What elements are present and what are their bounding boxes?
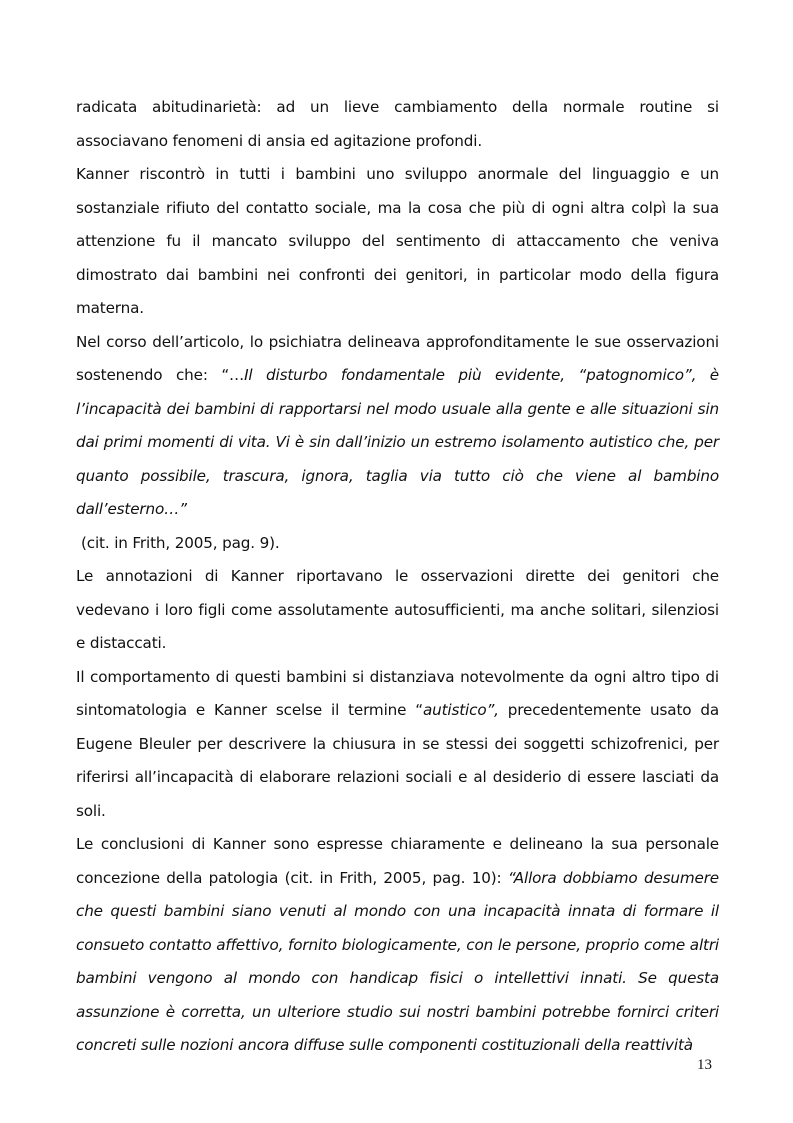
paragraph-6-part-2: precedentemente usato da Eugene Bleuler per descrivere la chiusura in se stessi dei soggetti schizofrenici, per riferirsi all’incapacità di elaborare relazioni sociali e al desiderio di essere lasciati da soli. <box>76 701 719 820</box>
paragraph-1: radicata abitudinarietà: ad un lieve cambiamento della normale routine si associavano fenomeni di ansia ed agitazione profondi. <box>76 98 719 150</box>
term-autistico: autistico”, <box>422 701 499 719</box>
paragraph-7 <box>76 828 719 1063</box>
paragraph-6-part-1: Il comportamento di questi bambini si distanziava notevolmente da ogni altro tipo di sintomatologia e Kanner scelse il termine “ <box>76 667 719 719</box>
paragraph-3 <box>76 326 719 527</box>
kanner-quote-2: “Allora dobbiamo desumere che questi bambini siano venuti al mondo con una incapacità innata di formare il consueto contatto affettivo, fornito biologicamente, con le persone, proprio come altri bambini vengono al mondo con handicap fisici o intellettivi innati. Se questa assunzione è corretta, un ulteriore studio sui nostri bambini potrebbe fornirci criteri concreti sulle nozioni ancora diffuse sulle componenti costituzionali della reattività <box>76 868 719 1054</box>
page-number: 13 <box>697 1057 712 1073</box>
document-body <box>76 91 719 1063</box>
citation-frith-2005-p9: (cit. in Frith, 2005, pag. 9). <box>81 533 280 552</box>
paragraph-6 <box>76 661 719 829</box>
paragraph-5: Le annotazioni di Kanner riportavano le osservazioni dirette dei genitori che vedevano i loro figli come assolutamente autosufficienti, ma anche solitari, silenziosi e distaccati. <box>76 567 719 652</box>
paragraph-3-intro: Nel corso dell’articolo, lo psichiatra delineava approfonditamente le sue osservazioni sostenendo che: “… <box>76 332 719 384</box>
kanner-quote-1: Il disturbo fondamentale più evidente, “patognomico”, è l’incapacità dei bambini di rapportarsi nel modo usuale alla gente e alle situazioni sin dai primi momenti di vita. Vi è sin dall’inizio un estremo isolamento autistico che, per quanto possibile, trascura, ignora, taglia via tutto ciò che viene al bambino dall’esterno…” <box>76 366 719 518</box>
paragraph-7-intro: Le conclusioni di Kanner sono espresse chiaramente e delineano la sua personale concezione della patologia (cit. in Frith, 2005, pag. 10): <box>76 835 719 887</box>
paragraph-2: Kanner riscontrò in tutti i bambini uno sviluppo anormale del linguaggio e un sostanziale rifiuto del contatto sociale, ma la cosa che più di ogni altra colpì la sua attenzione fu il mancato sviluppo del sentimento di attaccamento che veniva dimostrato dai bambini nei confronti dei genitori, in particolar modo della figura materna. <box>76 165 719 317</box>
